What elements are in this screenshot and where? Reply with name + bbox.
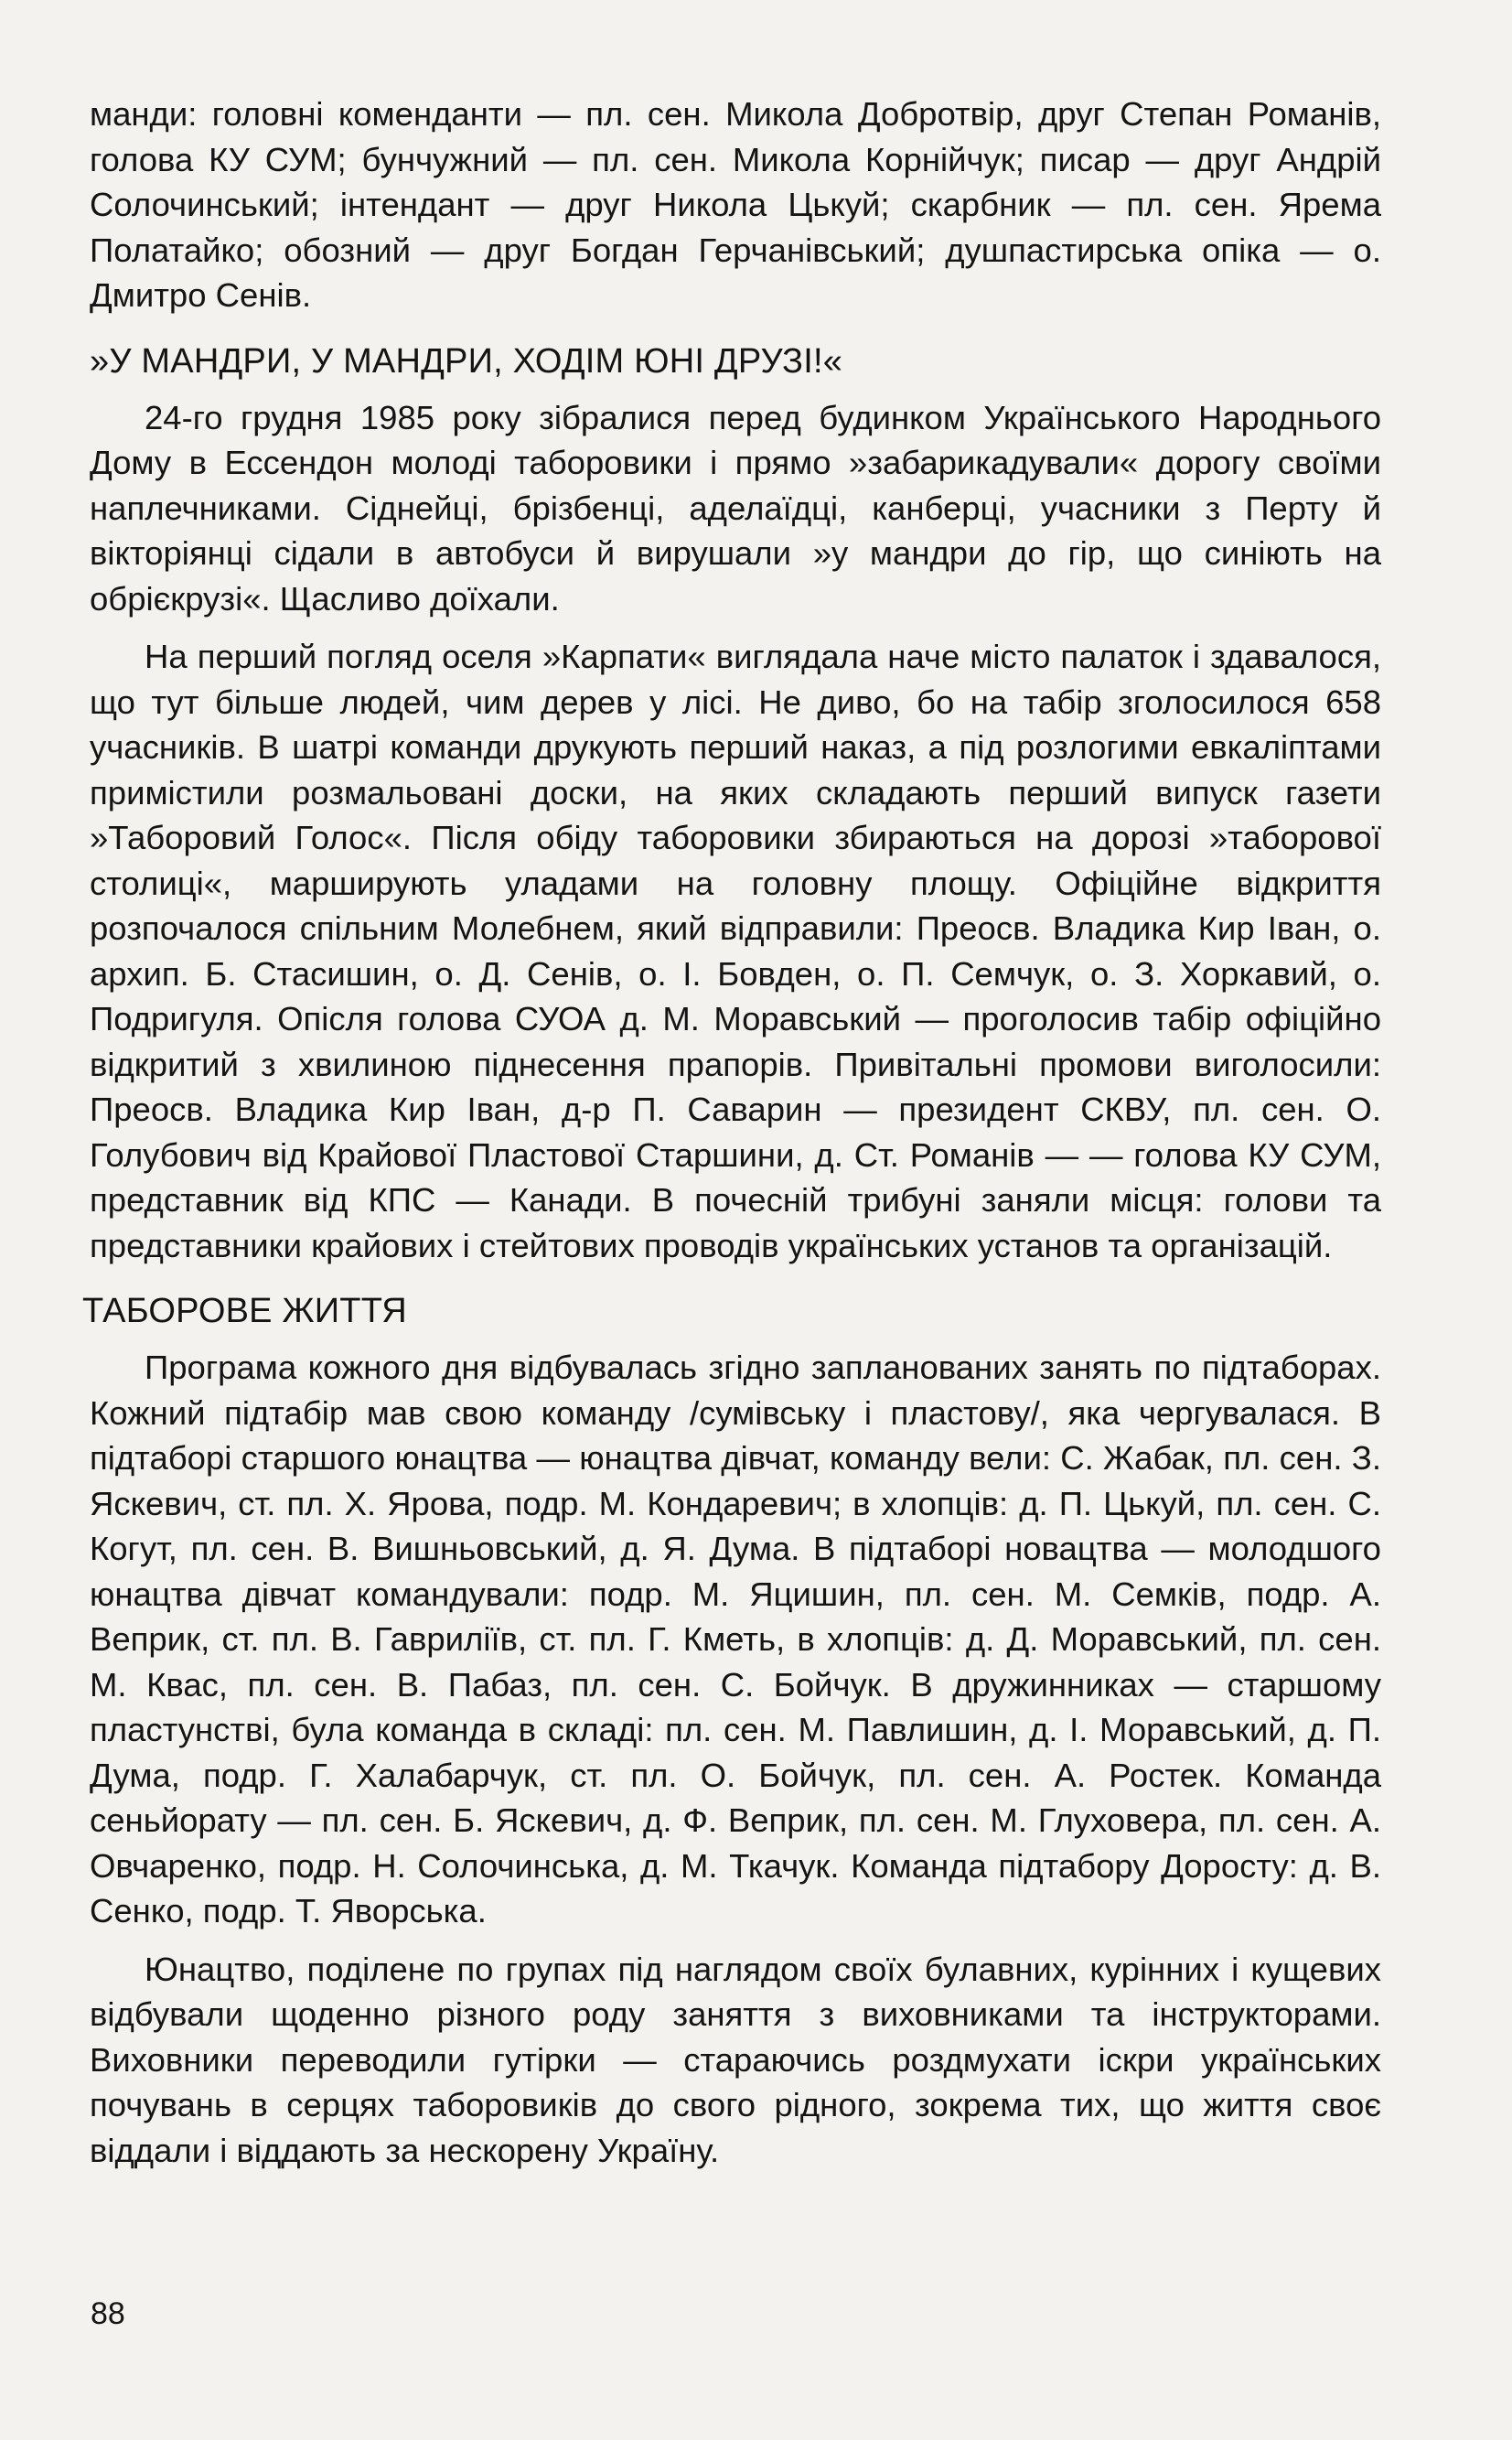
paragraph-youth: Юнацтво, поділене по групах під наглядом своїх булавних, курінних і кущевих відбували щоденно різного роду заняття з виховниками та інструкторами. Виховники переводили гутірки — стараючись роздмухати іскри українських почувань в серцях таборовиків до свого рідного, зокрема тих, що життя своє віддали і віддають за нескорену Україну. xyxy=(90,1950,1381,2169)
page-number: 88 xyxy=(91,2296,125,2331)
intro-paragraph: манди: головні коменданти — пл. сен. Микола Добротвір, друг Степан Романів, голова КУ СУМ; бунчужний — пл. сен. Микола Корнійчук; писар — друг Андрій Солочинський; інтендант — друг Никола Цькуй; скарбник — пл. сен. Ярема Полатайко; обозний — друг Богдан Герчанівський; душпастирська опіка — о. Дмитро Сенів. xyxy=(90,95,1381,314)
paragraph-program: Програма кожного дня відбувалась згідно запланованих занять по підтаборах. Кожний підтабір мав свою команду /сумівську і пластову/, яка чергувалася. В підтаборі старшого юнацтва — юнацтва дівчат, команду вели: С. Жабак, пл. сен. З. Яскевич, ст. пл. Х. Ярова, подр. М. Кондаревич; в хлопців: д. П. Цькуй, пл. сен. С. Когут, пл. сен. В. Вишньовський, д. Я. Дума. В підтаборі новацтва — молодшого юнацтва дівчат командували: подр. М. Яцишин, пл. сен. М. Семків, подр. А. Веприк, ст. пл. В. Гавриліїв, ст. пл. Г. Кметь, в хлопців: д. Д. Моравський, пл. сен. М. Квас, пл. сен. В. Пабаз, пл. сен. С. Бойчук. В дружинниках — старшому пластунстві, була команда в складі: пл. сен. М. Павлишин, д. І. Моравський, д. П. Дума, подр. Г. Халабарчук, ст. пл. О. Бойчук, пл. сен. А. Ростек. Команда сеньйорату — пл. сен. Б. Яскевич, д. Ф. Веприк, пл. сен. М. Глуховера, пл. сен. А. Овчаренко, подр. Н. Солочинська, д. М. Ткачук. Команда підтабору Доросту: д. В. Сенко, подр. Т. Яворська. xyxy=(90,1349,1381,1929)
section-heading-mandry: »У МАНДРИ, У МАНДРИ, ХОДІМ ЮНІ ДРУЗІ!« xyxy=(90,341,843,381)
paragraph-departure: 24-го грудня 1985 року зібралися перед будинком Українського Народнього Дому в Ессендон молоді таборовики і прямо »забарикадували« дорогу своїми наплечниками. Сіднейці, брізбенці, аделаїдці, канберці, учасники з Перту й вікторіянці сідали в автобуси й вирушали »у мандри до гір, що синіють на обрієкрузі«. Щасливо доїхали. xyxy=(90,398,1381,618)
paragraph-opening: На перший погляд оселя »Карпати« виглядала наче місто палаток і здавалося, що тут більше людей, чим дерев у лісі. Не диво, бо на табір зголосилося 658 учасників. В шатрі команди друкують перший наказ, а під розлогими евкаліптами примістили розмальовані доски, на яких складають перший випуск газети »Таборовий Голос«. Після обіду таборовики збираються на дорозі »таборової столиці«, марширують уладами на головну площу. Офіційне відкриття розпочалося спільним Молебнем, який відправили: Преосв. Владика Кир Іван, о. архип. Б. Стасишин, о. Д. Сенів, о. І. Бовден, о. П. Семчук, о. З. Хоркавий, о. Подригуля. Опісля голова СУОА д. М. Моравський — проголосив табір офіційно відкритий з хвилиною піднесення прапорів. Привітальні промови виголосили: Преосв. Владика Кир Іван, д-р П. Саварин — президент СКВУ, пл. сен. О. Голубович від Крайової Пластової Старшини, д. Ст. Романів — — голова КУ СУМ, представник від КПС — Канади. В почесній трибуні заняли місця: голови та представники крайових і стейтових проводів українських установ та організацій. xyxy=(90,638,1381,1264)
section-heading-camp-life: ТАБОРОВЕ ЖИТТЯ xyxy=(82,1292,407,1330)
